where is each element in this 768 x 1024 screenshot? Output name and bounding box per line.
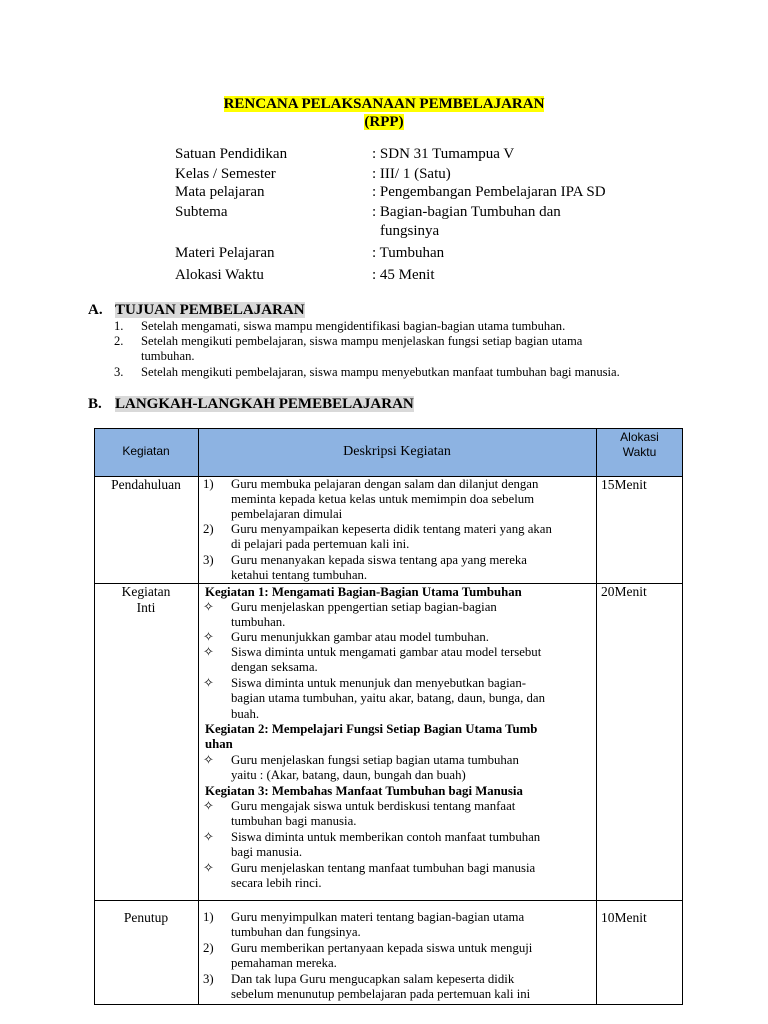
table-border-top [94, 428, 683, 429]
item-text: tumbuhan dan fungsinya. [231, 925, 361, 939]
row-time-pendahuluan: 15Menit [601, 477, 647, 492]
info-label: Kelas / Semester [175, 166, 276, 182]
activity-2-title-cont: uhan [205, 737, 233, 751]
header-deskripsi: Deskripsi Kegiatan [343, 444, 451, 459]
info-value: : Tumbuhan [372, 245, 445, 261]
item-text: Guru mengajak siswa untuk berdiskusi tentang manfaat [231, 799, 516, 813]
item-text: Guru menjelaskan fungsi setiap bagian utama tumbuhan [231, 753, 519, 767]
objective-number: 1. [114, 319, 124, 333]
objective-number: 3. [114, 365, 124, 379]
item-text: pemahaman mereka. [231, 956, 337, 970]
lesson-steps-table [94, 428, 683, 1005]
item-marker: 1) [203, 910, 214, 924]
item-marker: 2) [203, 522, 214, 536]
row-time-penutup: 10Menit [601, 910, 647, 925]
item-text: Siswa diminta untuk mengamati gambar atau model tersebut [231, 645, 542, 659]
objective-number: 2. [114, 334, 124, 348]
section-b-heading [88, 396, 414, 413]
item-text: Guru menunjukkan gambar atau model tumbuhan. [231, 630, 490, 644]
table-column-divider [198, 428, 199, 1005]
item-text: Dan tak lupa Guru mengucapkan salam kepeserta didik [231, 972, 515, 986]
diamond-bullet-icon: ✧ [203, 676, 214, 690]
section-title: TUJUAN PEMBELAJARAN [115, 302, 305, 318]
table-border-right [682, 428, 683, 1005]
info-label: Alokasi Waktu [175, 267, 264, 283]
item-marker: 3) [203, 553, 214, 567]
item-text: meminta kepada ketua kelas untuk memimpin doa sebelum [231, 492, 535, 506]
row-label-inti-1: Kegiatan [121, 584, 171, 599]
activity-3-title: Kegiatan 3: Membahas Manfaat Tumbuhan bagi Manusia [205, 784, 523, 798]
info-label: Mata pelajaran [175, 184, 265, 200]
item-text: Guru menjelaskan tentang manfaat tumbuhan bagi manusia [231, 861, 536, 875]
info-value: : Pengembangan Pembelajaran IPA SD [372, 184, 606, 200]
diamond-bullet-icon: ✧ [203, 600, 214, 614]
objective-text: Setelah mengikuti pembelajaran, siswa mampu menjelaskan fungsi setiap bagian utama [141, 334, 583, 348]
section-a-heading [88, 302, 305, 319]
row-label-pendahuluan: Pendahuluan [111, 477, 181, 492]
item-text: Guru menjelaskan ppengertian setiap bagian-bagian [231, 600, 497, 614]
header-kegiatan: Kegiatan [122, 444, 170, 458]
item-text: yaitu : (Akar, batang, daun, bungah dan buah) [231, 768, 466, 782]
item-text: Siswa diminta untuk menunjuk dan menyebutkan bagian- [231, 676, 526, 690]
item-text: sebelum menunutup pembelajaran pada pertemuan kali ini [231, 987, 531, 1001]
item-text: bagian utama tumbuhan, yaitu akar, batang, daun, bunga, dan [231, 691, 545, 705]
item-text: Guru menanyakan kepada siswa tentang apa yang mereka [231, 553, 527, 567]
section-letter: A. [88, 302, 103, 318]
objective-text: Setelah mengamati, siswa mampu mengidentifikasi bagian-bagian utama tumbuhan. [141, 319, 566, 333]
item-text: tumbuhan bagi manusia. [231, 814, 357, 828]
row-time-inti: 20Menit [601, 584, 647, 599]
info-label: Satuan Pendidikan [175, 146, 288, 162]
title-line-2: (RPP) [364, 114, 404, 130]
diamond-bullet-icon: ✧ [203, 799, 214, 813]
diamond-bullet-icon: ✧ [203, 630, 214, 644]
document-title [0, 96, 768, 113]
diamond-bullet-icon: ✧ [203, 830, 214, 844]
item-text: ketahui tentang tumbuhan. [231, 568, 368, 582]
item-marker: 2) [203, 941, 214, 955]
activity-1-title: Kegiatan 1: Mengamati Bagian-Bagian Utama Tumbuhan [205, 585, 522, 599]
diamond-bullet-icon: ✧ [203, 753, 214, 767]
item-marker: 3) [203, 972, 214, 986]
diamond-bullet-icon: ✧ [203, 861, 214, 875]
item-text: Guru menyimpulkan materi tentang bagian-bagian utama [231, 910, 525, 924]
title-line-1: RENCANA PELAKSANAAN PEMBELAJARAN [223, 96, 545, 112]
table-border-bottom [94, 1004, 683, 1005]
row-label-penutup: Penutup [123, 910, 169, 925]
item-marker: 1) [203, 477, 214, 491]
row-label-inti-2: Inti [136, 600, 156, 615]
item-text: bagi manusia. [231, 845, 303, 859]
activity-2-title: Kegiatan 2: Mempelajari Fungsi Setiap Bagian Utama Tumb [205, 722, 538, 736]
objective-text: tumbuhan. [141, 349, 195, 363]
header-alokasi-line1: Alokasi [620, 430, 659, 444]
item-text: pembelajaran dimulai [231, 507, 343, 521]
info-value-continued: fungsinya [380, 223, 440, 239]
info-label: Materi Pelajaran [175, 245, 275, 261]
diamond-bullet-icon: ✧ [203, 645, 214, 659]
objective-text: Setelah mengikuti pembelajaran, siswa mampu menyebutkan manfaat tumbuhan bagi manusia. [141, 365, 620, 379]
header-alokasi-line2: Waktu [622, 445, 657, 459]
info-value: : 45 Menit [372, 267, 435, 283]
table-divider [94, 900, 683, 901]
item-text: buah. [231, 707, 260, 721]
item-text: Guru menyampaikan kepeserta didik tentang materi yang akan [231, 522, 552, 536]
info-value: : Bagian-bagian Tumbuhan dan [372, 204, 561, 220]
info-value: : III/ 1 (Satu) [372, 166, 451, 182]
item-text: Guru memberikan pertanyaan kepada siswa untuk menguji [231, 941, 533, 955]
item-text: dengan seksama. [231, 660, 318, 674]
item-text: secara lebih rinci. [231, 876, 322, 890]
item-text: Siswa diminta untuk memberikan contoh manfaat tumbuhan [231, 830, 541, 844]
document-subtitle [0, 114, 768, 131]
section-title: LANGKAH-LANGKAH PEMEBELAJARAN [115, 396, 414, 412]
info-value: : SDN 31 Tumampua V [372, 146, 515, 162]
info-label: Subtema [175, 204, 228, 220]
item-text: di pelajari pada pertemuan kali ini. [231, 537, 410, 551]
item-text: Guru membuka pelajaran dengan salam dan dilanjut dengan [231, 477, 539, 491]
item-text: tumbuhan. [231, 615, 286, 629]
section-letter: B. [88, 396, 102, 412]
